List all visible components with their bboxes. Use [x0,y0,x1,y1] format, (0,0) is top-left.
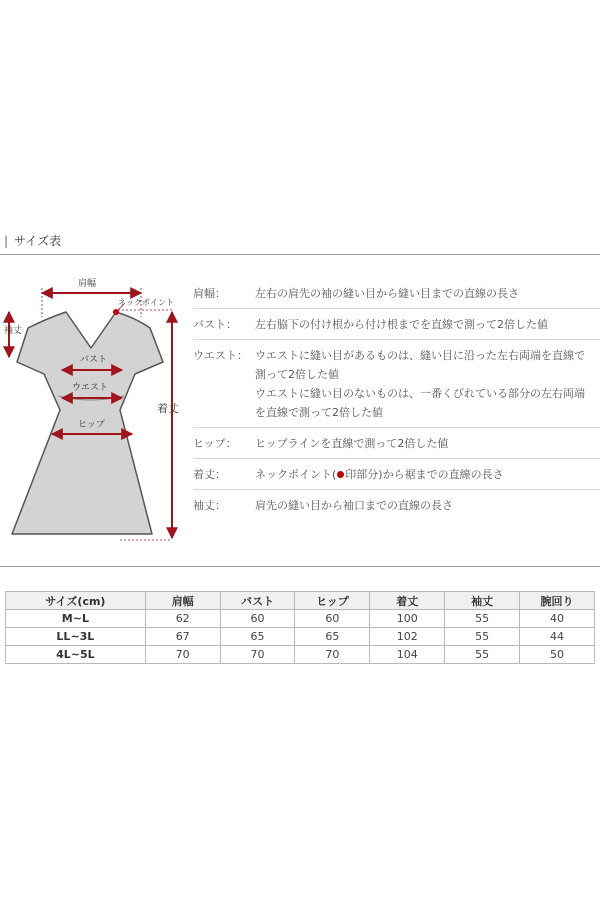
heading-bar: | [4,234,9,248]
header-sleeve: 袖丈 [445,592,520,610]
label-hip: ヒップ [78,420,105,430]
heading-divider [0,254,600,255]
header-shoulder: 肩幅 [145,592,220,610]
desc-waist: ウエスト： ウエストに縫い目があるものは、縫い目に沿った左右両端を直線で 測って2倍した値 ウエストに縫い目のないものは、一番くびれている部分の左右両端 を直線で測って2倍した値 [193,349,585,419]
measurement-descriptions [193,284,600,515]
table-row: LL~3L 67 65 65 102 55 44 [6,628,595,646]
size-table [5,591,595,664]
label-neckpoint: ネックポイント [118,298,174,307]
desc-length: 着丈： ネックポイント( 印部分)から裾までの直線の長さ [193,468,504,481]
header-arm: 腕回り [520,592,595,610]
desc-bust: バスト： 左右脇下の付け根から付け根までを直線で測って2倍した値 [193,318,548,331]
label-bust: バスト [80,355,108,365]
desc-sleeve: 袖丈： 肩先の縫い目から袖口までの直線の長さ [193,499,453,512]
label-sleeve: 袖丈 [4,326,23,336]
header-hip: ヒップ [295,592,370,610]
desc-shoulder: 肩幅： 左右の肩先の袖の縫い目から縫い目までの直線の長さ [193,287,519,300]
header-length: 着丈 [370,592,445,610]
heading-title: サイズ表 [14,234,62,248]
table-row: M~L 62 60 60 100 55 40 [6,610,595,628]
label-shoulder: 肩幅 [78,279,97,289]
garment-diagram [0,262,190,562]
header-bust: バスト [220,592,295,610]
section-heading [4,232,61,249]
desc-hip: ヒップ： ヒップラインを直線で測って2倍した値 [193,437,449,450]
table-row: 4L~5L 70 70 70 104 55 50 [6,646,595,664]
section-divider [0,566,600,567]
table-header-row [6,592,595,610]
header-size: サイズ(cm) [6,592,146,610]
neckpoint-dot-icon [337,471,344,478]
label-length: 着丈 [157,402,179,415]
label-waist: ウエスト [72,383,109,393]
